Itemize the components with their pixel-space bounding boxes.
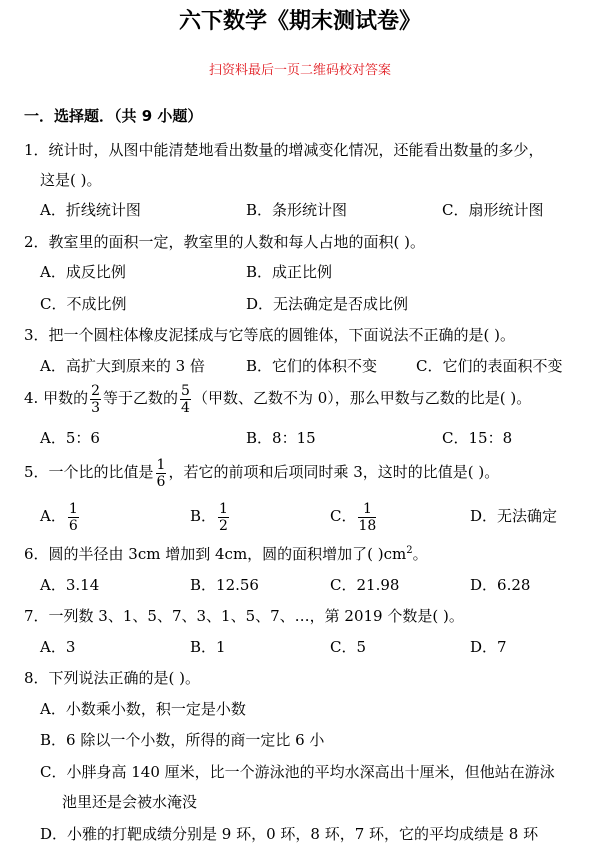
answer-note: 扫资料最后一页二维码校对答案 [208,63,391,78]
question-4-pre: 4. 甲数的 [24,389,89,407]
question-4-option-c: C．15：8 [442,429,513,447]
fraction-one-sixth: $\frac{1}{6}$ [156,456,166,490]
page-title: 六下数学《期末测试卷》 [178,9,421,34]
question-1-option-a: A．折线统计图 [40,201,141,219]
question-8-option-d: D．小雅的打靶成绩分别是 9 环，0 环，8 环，7 环，它的平均成绩是 8 环 [40,825,539,843]
question-3-option-c: C．它们的表面积不变 [416,357,563,375]
question-2-option-a: A．成反比例 [40,263,126,281]
question-2-option-b: B．成正比例 [246,263,333,281]
question-4-post: （甲数、乙数不为 0），那么甲数与乙数的比是( )。 [192,389,532,407]
question-6-option-b: B．12.56 [190,576,259,594]
question-5-option-a: A． $\frac{1}{6}$ [40,500,78,534]
fraction-two-thirds: $\frac{2}{3}$ [91,382,101,416]
question-7-option-c: C．5 [330,638,367,656]
section-heading: 一．选择题．（共 9 小题） [24,107,203,125]
question-5-option-c: C． $\frac{1}{18}$ [330,500,377,534]
question-7-option-a: A．3 [40,638,76,656]
question-2-text: 2．教室里的面积一定，教室里的人数和每人占地的面积( )。 [24,233,426,251]
question-7-option-d: D．7 [470,638,507,656]
question-2-option-d: D．无法确定是否成比例 [246,295,409,313]
question-3-option-b: B．它们的体积不变 [246,357,378,375]
question-1-option-c: C．扇形统计图 [442,201,544,219]
question-7-option-b: B．1 [190,638,226,656]
question-4-text [24,380,531,416]
question-8-option-a: A．小数乘小数，积一定是小数 [40,700,246,718]
question-5-text [24,454,499,490]
question-4-option-a: A．5：6 [40,429,100,447]
question-6-text: 6．圆的半径由 3cm 增加到 4cm，圆的面积增加了( )$cm^2$。 [24,545,428,563]
question-6-option-a: A．3.14 [40,576,100,594]
question-5-pre: 5．一个比的比值是 [24,463,154,481]
question-2-option-c: C．不成比例 [40,295,127,313]
question-5-option-d: D．无法确定 [470,507,558,525]
question-6-option-d: D．6.28 [470,576,531,594]
question-8-text: 8．下列说法正确的是( )。 [24,669,201,687]
question-4-mid: 等于乙数的 [103,389,179,407]
question-1-text-cont: 这是( )。 [40,171,102,189]
question-3-text: 3．把一个圆柱体橡皮泥揉成与它等底的圆锥体，下面说法不正确的是( )。 [24,326,516,344]
question-8-option-b: B．6 除以一个小数，所得的商一定比 6 小 [40,731,325,749]
question-7-text: 7．一列数 3、1、5、7、3、1、5、7、…，第 2019 个数是( )。 [24,607,464,625]
question-5-post: ，若它的前项和后项同时乘 3，这时的比值是( )。 [168,463,500,481]
question-5-option-b: B． $\frac{1}{2}$ [190,500,228,534]
question-1-option-b: B．条形统计图 [246,201,348,219]
question-8-option-c-cont: 池里还是会被水淹没 [62,793,198,811]
fraction-five-fourths: $\frac{5}{4}$ [181,382,190,416]
question-8-option-c: C．小胖身高 140 厘米，比一个游泳池的平均水深高出十厘米，但他站在游泳 [40,763,555,781]
question-1-text: 1．统计时，从图中能清楚地看出数量的增减变化情况，还能看出数量的多少， [24,141,544,159]
question-3-option-a: A．高扩大到原来的 3 倍 [40,357,205,375]
question-6-option-c: C．21.98 [330,576,400,594]
question-4-option-b: B．8：15 [246,429,316,447]
